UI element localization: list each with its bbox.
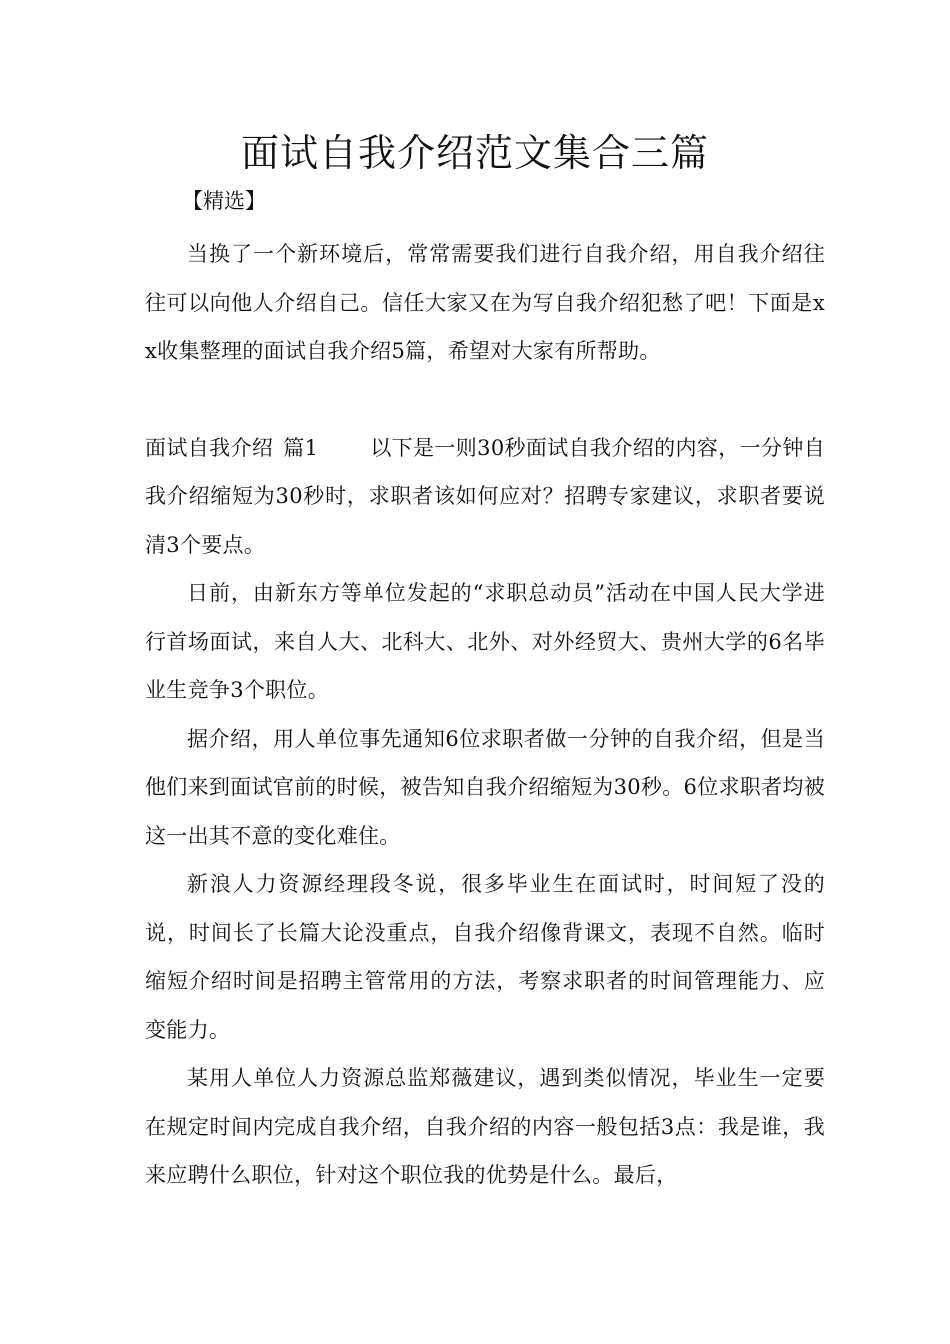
body-paragraph: 新浪人力资源经理段冬说，很多毕业生在面试时，时间短了没的说，时间长了长篇大论没重点，自我介绍像背课文，表现不自然。临时缩短介绍时间是招聘主管常用的方法，考察求职者的时间管理能力、应变能力。 xyxy=(145,872,825,1042)
section-number: 篇1 xyxy=(283,435,319,460)
section-lead-text: 以下是一则30秒面试自我介绍的内容，一分钟自我介绍缩短为30秒时，求职者该如何应对？招聘专家建议，求职者要说清3个要点。 xyxy=(145,435,825,557)
page-title: 面试自我介绍范文集合三篇 xyxy=(240,131,709,175)
section-1-paragraph xyxy=(145,424,825,570)
body-paragraph: 日前，由新东方等单位发起的“求职总动员”活动在中国人民大学进行首场面试，来自人大、北科大、北外、对外经贸大、贵州大学的6名毕业生竞争3个职位。 xyxy=(145,581,825,702)
body-paragraph: 据介绍，用人单位事先通知6位求职者做一分钟的自我介绍，但是当他们来到面试官前的时候，被告知自我介绍缩短为30秒。6位求职者均被这一出其不意的变化难住。 xyxy=(145,726,825,848)
document-body xyxy=(145,230,825,1200)
selection-tag: 【精选】 xyxy=(182,189,266,213)
section-heading: 面试自我介绍 xyxy=(145,435,274,460)
intro-paragraph: 当换了一个新环境后，常常需要我们进行自我介绍，用自我介绍往往可以向他人介绍自己。信任大家又在为写自我介绍犯愁了吧！下面是xx收集整理的面试自我介绍5篇，希望对大家有所帮助。 xyxy=(145,242,825,363)
body-paragraph: 某用人单位人力资源总监郑薇建议，遇到类似情况，毕业生一定要在规定时间内完成自我介绍，自我介绍的内容一般包括3点：我是谁，我来应聘什么职位，针对这个职位我的优势是什么。最后， xyxy=(145,1066,825,1187)
